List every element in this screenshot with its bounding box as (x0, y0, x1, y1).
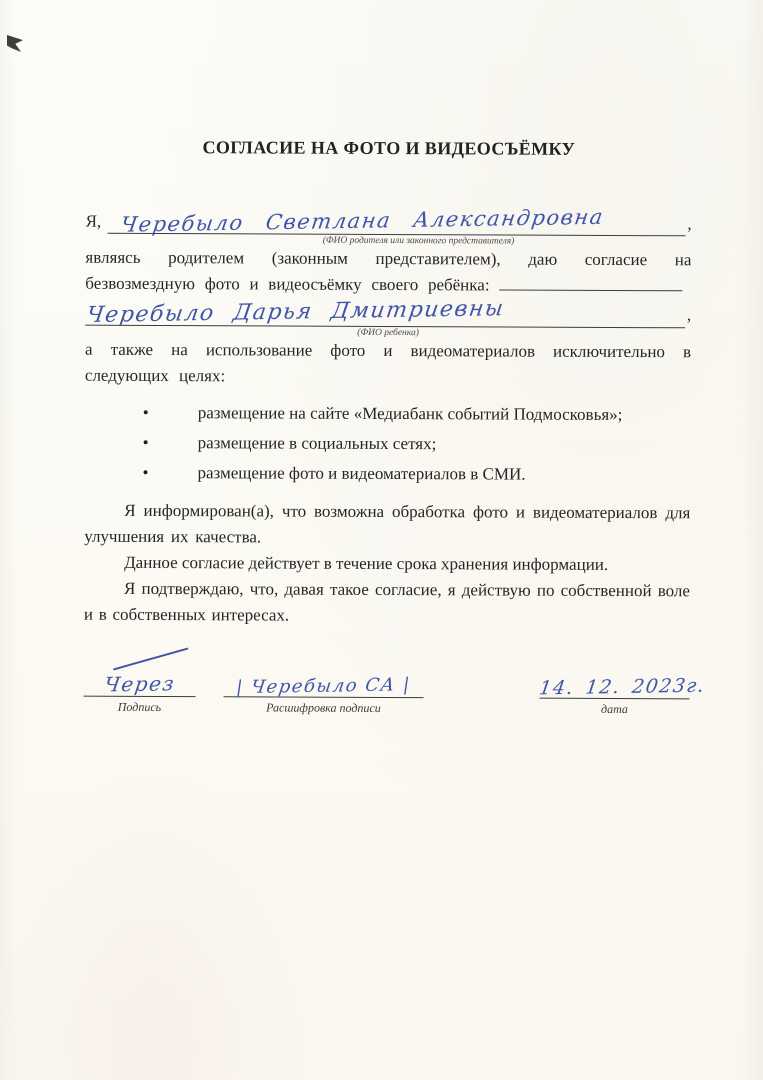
usage-intro-paragraph: а также на использование фото и видеоматериалов исключительно в следующих целях: (84, 339, 692, 386)
signature-column (83, 672, 195, 715)
date-label: дата (600, 701, 628, 717)
bullet-icon: • (142, 402, 149, 422)
purpose-item-social (85, 428, 691, 461)
signature-line (84, 672, 196, 697)
purpose-list (84, 398, 690, 491)
transcript-column (223, 675, 423, 716)
date-handwriting: 14. 12. 2023г. (537, 674, 707, 700)
parent-name-handwriting: Черебыло Светлана Александровна (118, 204, 606, 237)
consent-paragraph (85, 245, 691, 300)
consent-form-document (83, 0, 707, 717)
date-line (537, 674, 707, 700)
duration-paragraph: Данное согласие действует в течение срока хранения информации. (124, 552, 609, 574)
parent-name-field (85, 204, 692, 237)
bullet-icon: • (142, 462, 149, 482)
signature-label: Подпись (117, 699, 162, 715)
parent-name-line (107, 204, 685, 237)
child-line-comma: , (686, 305, 692, 325)
date-column (537, 674, 707, 718)
transcript-handwriting: | Черебыло СА | (234, 674, 413, 699)
child-name-handwriting: Черебыло Дарья Дмитриевны (84, 296, 507, 329)
bullet-icon: • (142, 432, 149, 452)
child-name-field (84, 296, 692, 329)
signature-handwriting: Через (102, 671, 177, 697)
child-name-caption: (ФИО ребенка) (357, 327, 419, 339)
purpose-item-text: размещение на сайте «Медиабанк событий Подмосковья»; (197, 403, 623, 425)
child-name-blank-line (499, 275, 682, 291)
parent-line-comma: , (687, 214, 692, 234)
purpose-item-smi (84, 458, 690, 491)
parent-name-caption: (ФИО родителя или законного представителя) (322, 235, 515, 247)
transcript-label: Расшифровка подписи (266, 700, 381, 715)
document-title: СОГЛАСИЕ НА ФОТО И ВИДЕОСЪЁМКУ (202, 137, 576, 159)
voluntary-paragraph: Я подтверждаю, что, давая такое согласие, я действую по собственной воле и в собственных интересах. (83, 578, 691, 625)
signature-block (83, 671, 707, 718)
informed-paragraph: Я информирован(а), что возможна обработка фото и видеоматериалов для улучшения их качества. (84, 500, 691, 547)
transcript-line (224, 675, 424, 698)
purpose-item-text: размещение фото и видеоматериалов в СМИ. (197, 463, 526, 484)
consent-paragraph-text: являясь родителем (законным представителем), даю согласие на безвозмездную фото и видеосъёмку своего ребёнка: (85, 247, 692, 295)
signature-flourish-stroke (113, 647, 189, 670)
intro-prefix: Я, (85, 211, 102, 231)
purpose-item-text: размещение в социальных сетях; (197, 433, 437, 454)
purpose-item-mediabank (85, 398, 691, 431)
child-name-line (84, 296, 685, 329)
scan-artifact-corner-mark (7, 35, 23, 52)
